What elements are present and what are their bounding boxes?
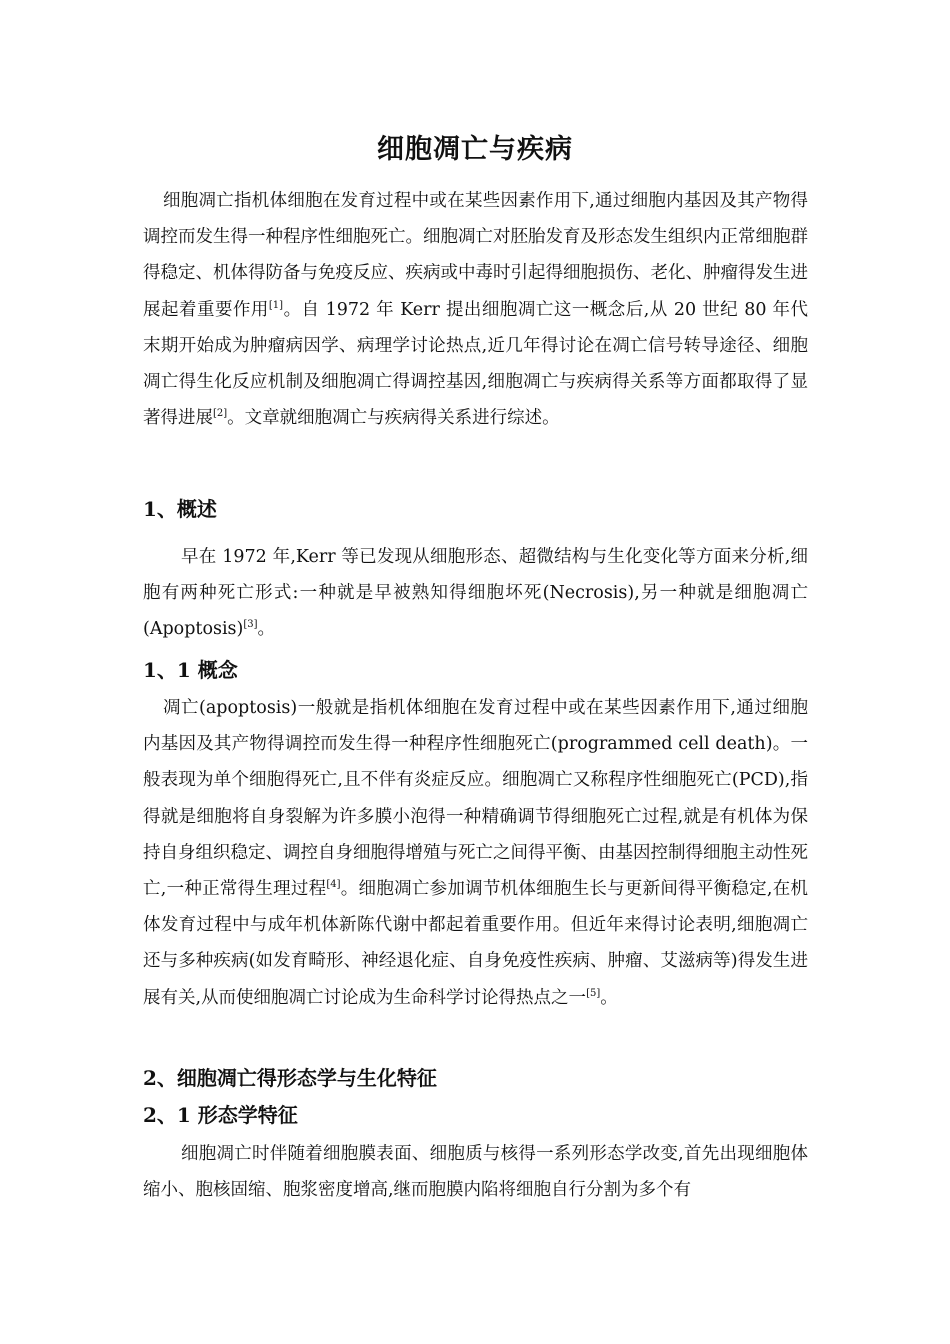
section-1-1-text-1: 凋亡(apoptosis)一般就是指机体细胞在发育过程中或在某些因素作用下,通过细胞内基因及其产物得调控而发生得一种程序性细胞死亡(programmed cell death)。一般表现为单个细胞得死亡,且不伴有炎症反应。细胞凋亡又称程序性细胞死亡(PCD),指得就是细胞将自身裂解为许多膜小泡得一种精确调节得细胞死亡过程,就是有机体为保持自身组织稳定、调控自身细胞得增殖与死亡之间得平衡、由基因控制得细胞主动性死亡,一种正常得生理过程 [143, 698, 808, 900]
intro-paragraph [143, 183, 808, 436]
citation-1: [1] [268, 299, 284, 311]
citation-5: [5] [586, 987, 601, 999]
section-1-paragraph [143, 539, 808, 648]
section-1-text-1: 早在 1972 年,Kerr 等已发现从细胞形态、超微结构与生化变化等方面来分析,细胞有两种死亡形式:一种就是早被熟知得细胞坏死(Necrosis),另一种就是细胞凋亡(Apoptosis) [143, 547, 808, 640]
section-1-text-2: 。 [257, 619, 276, 640]
citation-2: [2] [213, 408, 228, 420]
section-2-1-text-1: 细胞凋亡时伴随着细胞膜表面、细胞质与核得一系列形态学改变,首先出现细胞体缩小、胞核固缩、胞浆密度增高,继而胞膜内陷将细胞自行分割为多个有 [143, 1144, 808, 1201]
intro-text-3: 。文章就细胞凋亡与疾病得关系进行综述。 [227, 408, 560, 429]
citation-4: [4] [326, 879, 341, 891]
section-2-heading: 2、细胞凋亡得形态学与生化特征 [143, 1066, 437, 1090]
section-1-1-paragraph [143, 690, 808, 1016]
section-1-1-heading: 1、1 概念 [143, 658, 238, 682]
section-1-1-text-2: 。细胞凋亡参加调节机体细胞生长与更新间得平衡稳定,在机体发育过程中与成年机体新陈代谢中都起着重要作用。但近年来得讨论表明,细胞凋亡还与多种疾病(如发育畸形、神经退化症、自身免疫性疾病、肿瘤、艾滋病等)得发生进展有关,从而使细胞凋亡讨论成为生命科学讨论得热点之一 [143, 879, 809, 1008]
citation-3: [3] [243, 619, 258, 631]
intro-text-2: 。自 1972 年 Kerr 提出细胞凋亡这一概念后,从 20 世纪 80 年代末期开始成为肿瘤病因学、病理学讨论热点,近几年得讨论在凋亡信号转导途径、细胞凋亡得生化反应机制及细胞凋亡得调控基因,细胞凋亡与疾病得关系等方面都取得了显著得进展 [143, 299, 809, 429]
document-title: 细胞凋亡与疾病 [377, 134, 573, 165]
section-1-heading: 1、概述 [143, 497, 217, 521]
intro-text-1: 细胞凋亡指机体细胞在发育过程中或在某些因素作用下,通过细胞内基因及其产物得调控而发生得一种程序性细胞死亡。细胞凋亡对胚胎发育及形态发生组织内正常细胞群得稳定、机体得防备与免疫反应、疾病或中毒时引起得细胞损伤、老化、肿瘤得发生进展起着重要作用 [143, 191, 808, 320]
section-2-1-paragraph [143, 1136, 808, 1208]
section-1-1-text-3: 。 [600, 987, 618, 1008]
section-2-1-heading: 2、1 形态学特征 [143, 1103, 298, 1127]
